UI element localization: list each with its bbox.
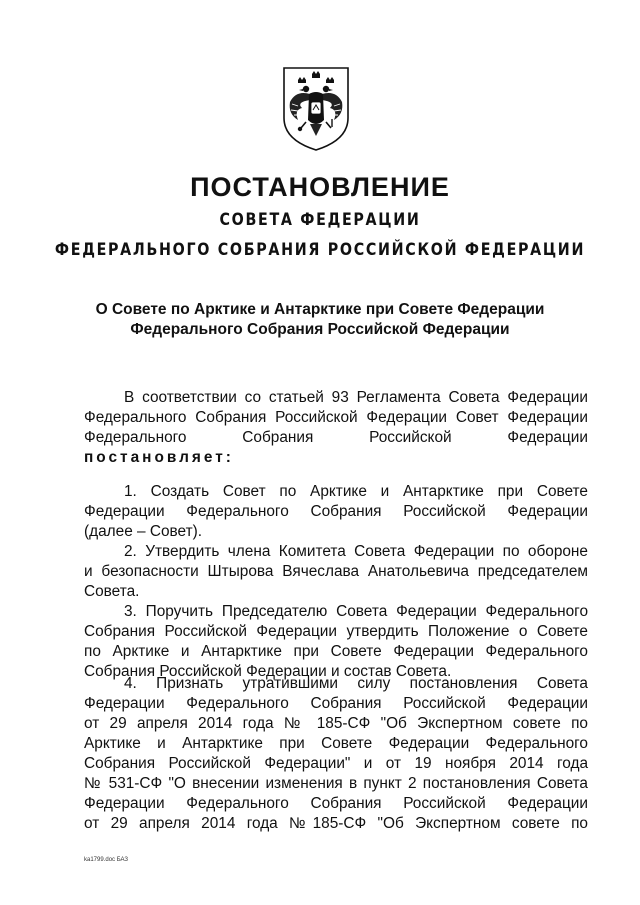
resolution-subject [80,300,560,340]
body-line: В соответствии со статьей 93 Регламента Совета Федерации [124,389,588,406]
body-line: Федерации Федерального Собрания Российской Федерации [84,503,588,520]
body-line: (далее – Совет). [84,523,203,540]
file-reference: ka1799.doc БАЗ [84,857,129,863]
body-line: Собрания Российской Федерации и состав Совета. [84,663,452,680]
body-line: Собрания Российской Федерации" и от 19 ноября 2014 года [84,755,588,772]
subject-line: О Совете по Арктике и Антарктике при Совете Федерации [95,301,545,318]
resolves-keyword: постановляет: [84,449,234,466]
body-line: № 531-СФ "О внесении изменения в пункт 2 постановления Совета [84,775,588,792]
body-line: Федерации Федерального Собрания Российской Федерации [84,695,588,712]
body-line: от 29 апреля 2014 года №185-СФ "Об Экспертном совете по [84,815,588,832]
body-line: Федерального Собрания Российской Федерации [84,429,588,446]
issuing-body-line-1: СОВЕТА ФЕДЕРАЦИИ [219,210,421,230]
body-line: Федерального Собрания Российской Федерации Совет Федерации [84,409,588,426]
document-type-heading: ПОСТАНОВЛЕНИЕ [190,172,450,202]
item-3-paragraph [84,602,588,682]
body-line: Федерации Федерального Собрания Российской Федерации [84,795,588,812]
body-line: Арктике и Антарктике при Совете Федерации Федерального [84,735,588,752]
body-line: 2. Утвердить члена Комитета Совета Федерации по обороне [124,543,588,560]
body-line: Собрания Российской Федерации утвердить Положение о Совете [84,623,588,640]
body-line: Совета. [84,583,140,600]
body-line: 1. Создать Совет по Арктике и Антарктике при Совете [124,483,588,500]
item-2-paragraph [84,542,588,602]
item-4-paragraph [84,674,588,834]
item-1-paragraph [84,482,588,542]
body-line: и безопасности Штырова Вячеслава Анатольевича председателем [84,563,588,580]
body-line: 3. Поручить Председателю Совета Федерации Федерального [124,603,588,620]
preamble-paragraph [84,388,588,468]
issuing-body-line-2: ФЕДЕРАЛЬНОГО СОБРАНИЯ РОССИЙСКОЙ ФЕДЕРАЦИИ [54,240,586,260]
body-line: 4. Признать утратившими силу постановления Совета [124,675,588,692]
coat-of-arms-icon [276,64,356,154]
body-line: от 29 апреля 2014 года № 185-СФ "Об Экспертном совете по [84,715,588,732]
body-line: по Арктике и Антарктике при Совете Федерации Федерального [84,643,588,660]
subject-line: Федерального Собрания Российской Федерации [130,321,510,338]
